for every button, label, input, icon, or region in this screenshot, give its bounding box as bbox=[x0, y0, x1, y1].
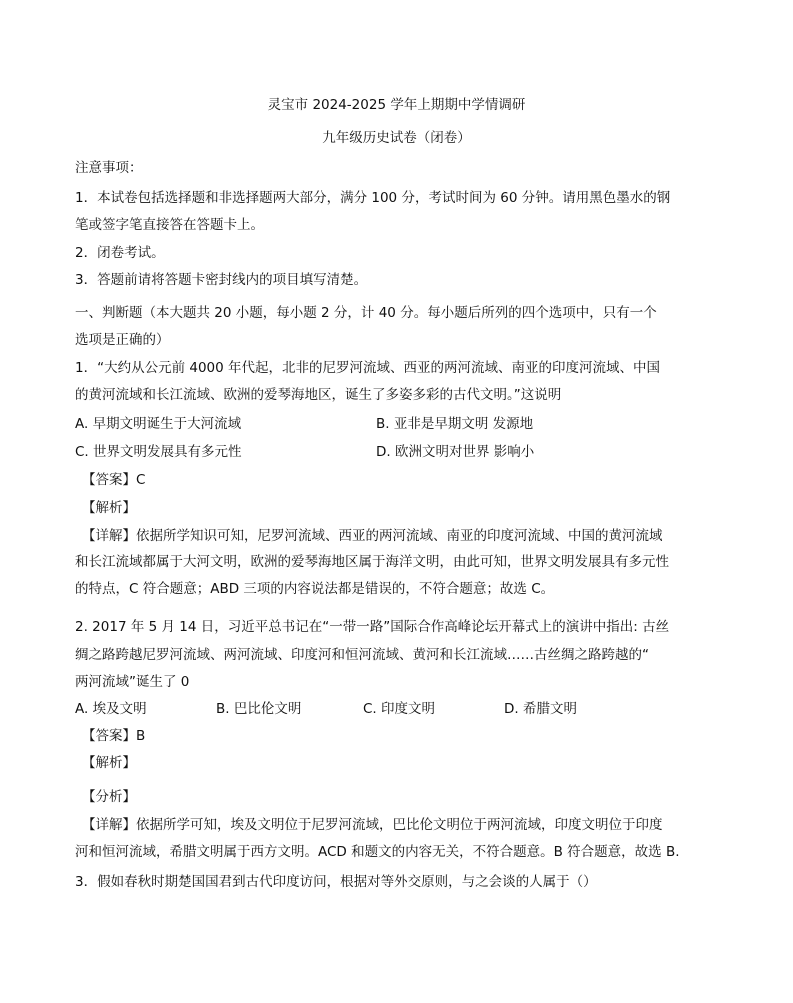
q1-detail-line-1: 【详解】依据所学知识可知，尼罗河流域、西亚的两河流域、南亚的印度河流域、中国的黄河流域 bbox=[82, 528, 663, 544]
q2-detail-line-2: 河和恒河流域，希腊文明属于西方文明。ACD 和题文的内容无关，不符合题意。B 符合题意，故选 B. bbox=[75, 844, 680, 860]
notice-item-3: 3．答题前请将答题卡密封线内的项目填写清楚。 bbox=[75, 272, 368, 288]
q2-option-c: C. 印度文明 bbox=[363, 701, 436, 717]
notice-item-1-line-2: 笔或签字笔直接答在答题卡上。 bbox=[75, 217, 264, 233]
section-1-heading-line-2: 选项是正确的） bbox=[75, 332, 170, 348]
notice-item-1-line-1: 1．本试卷包括选择题和非选择题两大部分，满分 100 分，考试时间为 60 分钟。请用黑色墨水的钢 bbox=[75, 190, 671, 206]
q2-detail-line-1: 【详解】依据所学可知，埃及文明位于尼罗河流域，巴比伦文明位于两河流域，印度文明位于印度 bbox=[82, 817, 663, 833]
q1-option-d: D. 欧洲文明对世界 影响小 bbox=[376, 444, 535, 460]
q2-stem-line-1: 2. 2017 年 5 月 14 日，习近平总书记在“一带一路”国际合作高峰论坛开幕式上的演讲中指出: 古丝 bbox=[75, 619, 670, 635]
q2-fenxi-label: 【分析】 bbox=[82, 789, 136, 805]
q1-analysis-label: 【解析】 bbox=[82, 500, 136, 516]
q1-detail-line-3: 的特点，C 符合题意；ABD 三项的内容说法都是错误的，不符合题意；故选 C。 bbox=[75, 581, 555, 597]
q1-stem-line-1: 1．“大约从公元前 4000 年代起，北非的尼罗河流域、西亚的两河流域、南亚的印度河流域、中国 bbox=[75, 360, 661, 376]
q2-option-d: D. 希腊文明 bbox=[504, 701, 577, 717]
q1-option-a: A. 早期文明诞生于大河流域 bbox=[75, 416, 242, 432]
q2-analysis-label: 【解析】 bbox=[82, 755, 136, 771]
exam-title: 灵宝市 2024-2025 学年上期期中学情调研 bbox=[267, 97, 526, 113]
q2-option-b: B. 巴比伦文明 bbox=[216, 701, 302, 717]
q2-option-a: A. 埃及文明 bbox=[75, 701, 147, 717]
q2-stem-line-3: 两河流域”诞生了 0 bbox=[75, 674, 190, 690]
q1-detail-line-2: 和长江流域都属于大河文明，欧洲的爱琴海地区属于海洋文明，由此可知，世界文明发展具有多元性 bbox=[75, 554, 669, 570]
q1-answer: 【答案】C bbox=[82, 472, 146, 488]
q2-stem-line-2: 绸之路跨越尼罗河流域、两河流域、印度河和恒河流域、黄河和长江流域……古丝绸之路跨越的“ bbox=[75, 647, 649, 663]
exam-subtitle: 九年级历史试卷（闭卷） bbox=[322, 130, 471, 146]
q1-option-b: B. 亚非是早期文明 发源地 bbox=[376, 416, 534, 432]
section-1-heading-line-1: 一、判断题（本大题共 20 小题，每小题 2 分，计 40 分。每小题后所列的四个选项中，只有一个 bbox=[75, 305, 657, 321]
q1-option-c: C. 世界文明发展具有多元性 bbox=[75, 444, 242, 460]
q3-stem-line-1: 3．假如春秋时期楚国国君到古代印度访问，根据对等外交原则，与之会谈的人属于（） bbox=[75, 874, 597, 890]
notice-heading: 注意事项： bbox=[75, 160, 143, 176]
q1-stem-line-2: 的黄河流域和长江流域、欧洲的爱琴海地区，诞生了多姿多彩的古代文明。”这说明 bbox=[75, 387, 562, 403]
q2-answer: 【答案】B bbox=[82, 728, 146, 744]
notice-item-2: 2．闭卷考试。 bbox=[75, 245, 165, 261]
